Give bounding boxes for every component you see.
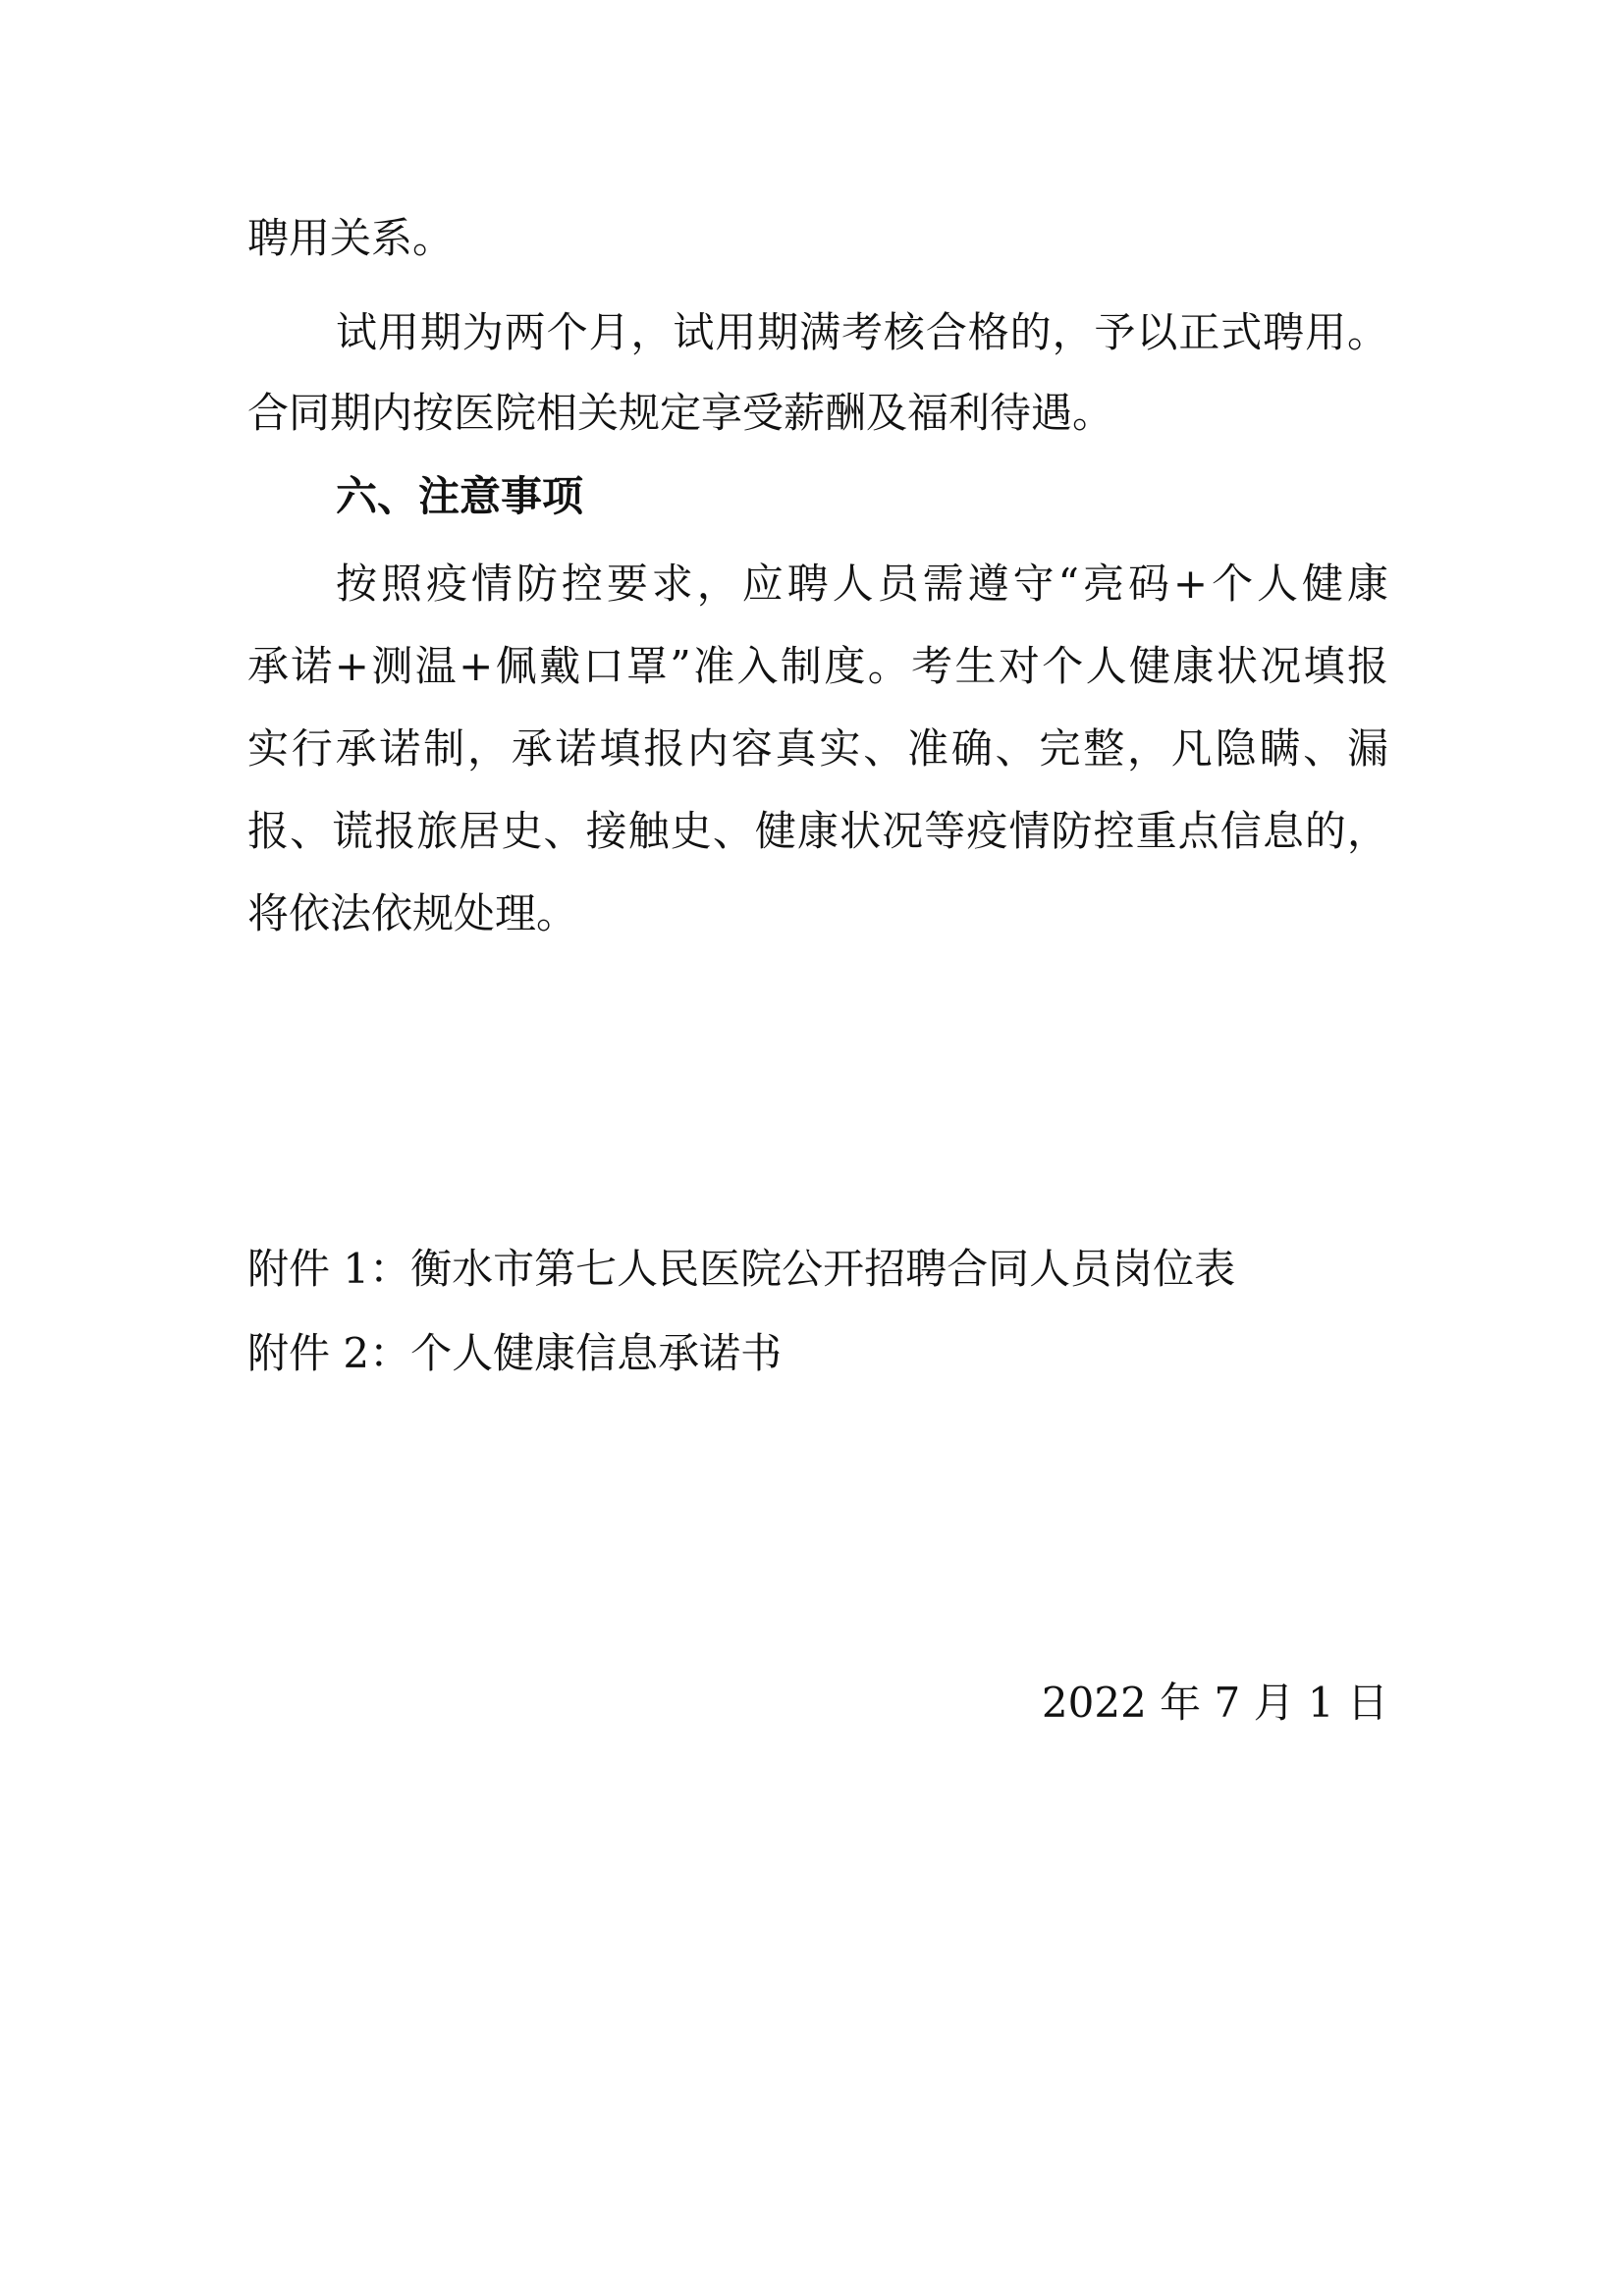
document-date: 2022 年 7 月 1 日 — [1041, 1679, 1388, 1727]
probation-paragraph-line-2: 合同期内按医院相关规定享受薪酬及福利待遇。 — [247, 389, 1114, 437]
attachment-2: 附件 2：个人健康信息承诺书 — [247, 1329, 783, 1377]
notes-paragraph-line-4: 报、谎报旅居史、接触史、健康状况等疫情防控重点信息的， — [247, 807, 1388, 855]
notes-paragraph-line-1: 按照疫情防控要求，应聘人员需遵守“亮码+个人健康 — [336, 560, 1388, 608]
attachment-1: 附件 1：衡水市第七人民医院公开招聘合同人员岗位表 — [247, 1245, 1236, 1293]
probation-paragraph-line-1: 试用期为两个月，试用期满考核合格的，予以正式聘用。 — [336, 308, 1388, 356]
paragraph-continuation: 聘用关系。 — [247, 214, 455, 262]
section-heading-notes: 六、注意事项 — [336, 472, 584, 520]
notes-paragraph-line-5: 将依法依规处理。 — [247, 889, 578, 937]
notes-paragraph-line-3: 实行承诺制，承诺填报内容真实、准确、完整，凡隐瞒、漏 — [247, 724, 1388, 773]
notes-paragraph-line-2: 承诺+测温+佩戴口罩”准入制度。考生对个人健康状况填报 — [247, 642, 1388, 690]
